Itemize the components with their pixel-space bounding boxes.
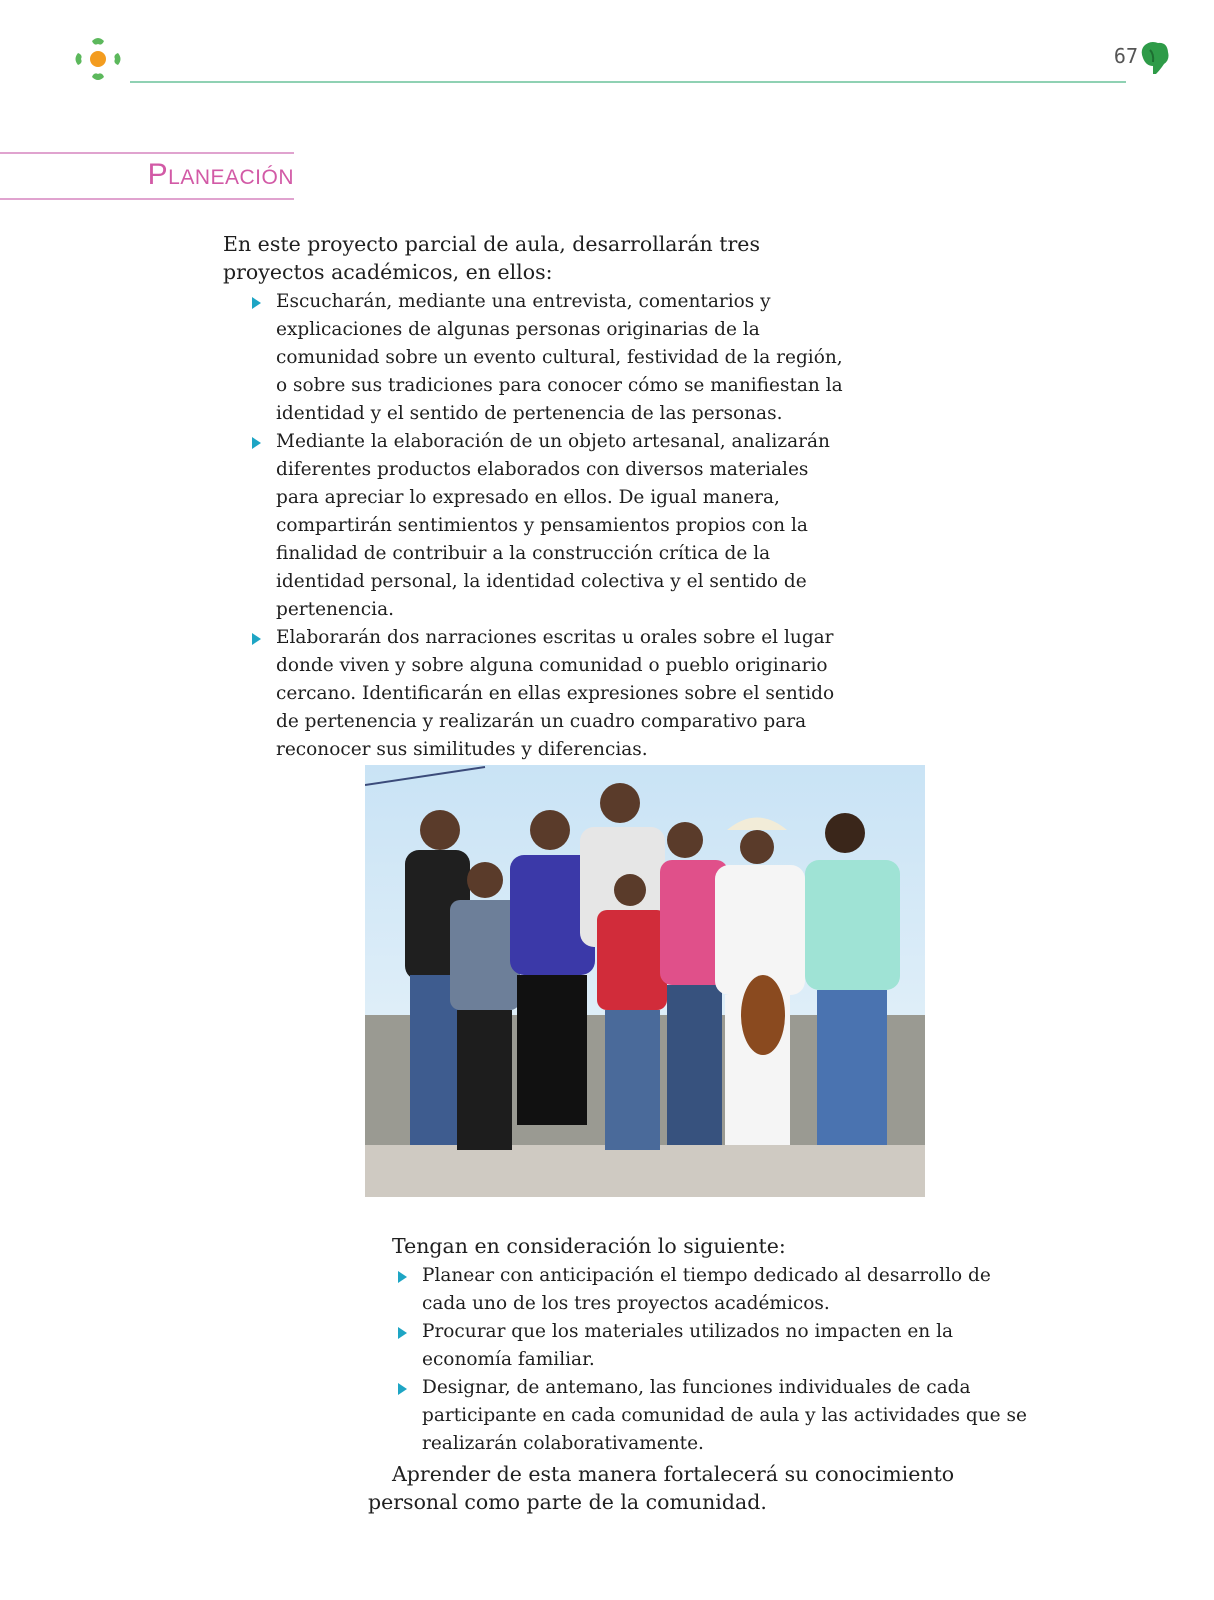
publisher-logo-icon [72, 33, 124, 85]
project-text: Mediante la elaboración de un objeto artesanal, analizarán diferentes productos elaborados con diversos materiales para apreciar lo expresado en ellos. De igual manera, compartirán sentimientos y pensamientos propios con la finalidad de contribuir a la construcción crítica de la identidad personal, la identidad colectiva y el sentido de pertenencia. [276, 431, 830, 620]
project-item [252, 288, 852, 428]
consideration-text: Planear con anticipación el tiempo dedicado al desarrollo de cada uno de los tres proyectos académicos. [422, 1265, 991, 1314]
project-item [252, 624, 852, 764]
bullet-triangle-icon [252, 633, 261, 645]
page-number: 67 [1113, 44, 1138, 68]
consideration-item [398, 1318, 1038, 1374]
bullet-triangle-icon [252, 297, 261, 309]
bullet-triangle-icon [398, 1383, 407, 1395]
considerations-list [398, 1262, 1038, 1458]
section-rule-top [0, 152, 294, 154]
projects-list [252, 288, 852, 764]
consideration-item [398, 1374, 1038, 1458]
section-title: Planeación [147, 158, 294, 191]
consideration-text: Designar, de antemano, las funciones individuales de cada participante en cada comunidad de aula y las actividades que se realizarán colaborativamente. [422, 1377, 1027, 1454]
project-item [252, 428, 852, 624]
bullet-triangle-icon [398, 1271, 407, 1283]
family-photo [365, 765, 925, 1197]
project-text: Escucharán, mediante una entrevista, comentarios y explicaciones de algunas personas originarias de la comunidad sobre un evento cultural, festividad de la región, o sobre sus tradiciones para conocer cómo se manifiestan la identidad y el sentido de pertenencia de las personas. [276, 291, 843, 424]
tree-corner-icon [1140, 40, 1170, 76]
closing-paragraph: Aprender de esta manera fortalecerá su conocimiento personal como parte de la comunidad. [368, 1462, 955, 1514]
section-rule-bottom [0, 198, 294, 200]
header-rule [130, 81, 1126, 83]
bullet-triangle-icon [398, 1327, 407, 1339]
consideration-item [398, 1262, 1038, 1318]
project-text: Elaborarán dos narraciones escritas u orales sobre el lugar donde viven y sobre alguna comunidad o pueblo originario cercano. Identificarán en ellas expresiones sobre el sentido de pertenencia y realizarán un cuadro comparativo para reconocer sus similitudes y diferencias. [276, 627, 835, 760]
bullet-triangle-icon [252, 437, 261, 449]
intro-paragraph: En este proyecto parcial de aula, desarrollarán tres proyectos académicos, en ellos: [223, 232, 760, 284]
considerations-heading: Tengan en consideración lo siguiente: [392, 1234, 786, 1258]
consideration-text: Procurar que los materiales utilizados no impacten en la economía familiar. [422, 1321, 954, 1370]
